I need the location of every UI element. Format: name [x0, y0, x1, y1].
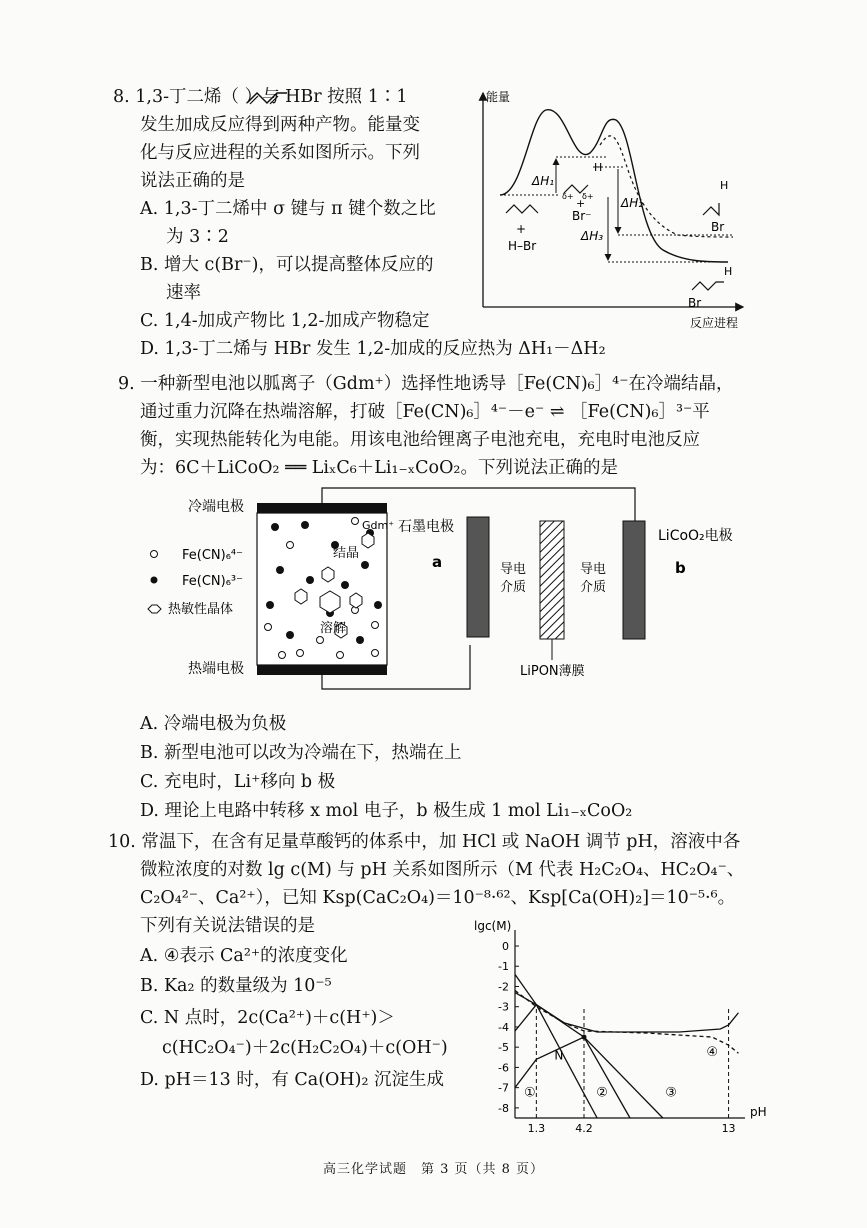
svg-text:ΔH₂: ΔH₂ — [621, 196, 644, 210]
cold-electrode — [257, 503, 387, 513]
q10-line-3: C₂O₄²⁻、Ca²⁺），已知 Ksp(CaC₂O₄)＝10⁻⁸·⁶²、Ksp[Ca(OH)₂]＝10⁻⁵·⁶。 — [140, 888, 736, 908]
butadiene-skeleton-icon — [245, 89, 289, 105]
svg-text:LiPON薄膜: LiPON薄膜 — [520, 664, 585, 679]
svg-text:ΔH₁: ΔH₁ — [532, 174, 555, 188]
q8-option-b: B. 增大 c(Br⁻)，可以提高整体反应的 — [140, 255, 434, 275]
q8-option-a-cont: 为 3∶2 — [166, 227, 229, 247]
q8-line-4: 说法正确的是 — [140, 171, 245, 191]
graphite-electrode — [467, 517, 489, 637]
x-tick-label: 13 — [721, 1122, 736, 1135]
svg-text:+: + — [516, 222, 527, 236]
svg-text:热端电极: 热端电极 — [188, 661, 244, 677]
q10-line-2: 微粒浓度的对数 lg c(M) 与 pH 关系如图所示（M 代表 H₂C₂O₄、HC₂O₄⁻、 — [140, 860, 745, 880]
q10-option-d: D. pH＝13 时，有 Ca(OH)₂ 沉淀生成 — [140, 1070, 445, 1090]
svg-text:介质: 介质 — [580, 580, 607, 595]
svg-text:δ+: δ+ — [582, 192, 594, 201]
svg-text:结晶: 结晶 — [333, 546, 360, 561]
q10-option-b: B. Ka₂ 的数量级为 10⁻⁵ — [140, 976, 332, 996]
svg-text:H–Br: H–Br — [508, 239, 537, 253]
svg-text:介质: 介质 — [500, 580, 527, 595]
q8-line-1: 8. 1,3-丁二烯（ ）与 HBr 按照 1∶1 — [113, 87, 408, 107]
y-tick-label: -6 — [498, 1061, 509, 1075]
q9-option-d: D. 理论上电路中转移 x mol 电子，b 极生成 1 mol Li₁₋ₓCoO₂ — [140, 801, 633, 821]
q8-line-3: 化与反应进程的关系如图所示。下列 — [140, 143, 420, 163]
energy-diagram — [478, 85, 753, 333]
q10-option-c-cont: c(HC₂O₄⁻)＋2c(H₂C₂O₄)＋c(OH⁻) — [162, 1038, 448, 1058]
point-n — [582, 1035, 587, 1040]
q8-line-2: 发生加成反应得到两种产物。能量变 — [140, 115, 420, 135]
y-tick-label: -7 — [498, 1081, 509, 1095]
svg-text:a: a — [432, 553, 443, 571]
svg-text:δ+: δ+ — [562, 192, 574, 201]
series-line-3 — [515, 1037, 663, 1118]
series-line-4 — [515, 991, 738, 1054]
svg-text:+: + — [576, 197, 586, 210]
lgc-ph-chart — [470, 918, 770, 1136]
svg-text:b: b — [675, 559, 686, 577]
energy-x-label: 反应进程 — [690, 316, 739, 330]
x-tick-label: 4.2 — [575, 1122, 593, 1135]
hot-electrode — [257, 665, 387, 675]
svg-text:Gdm⁺: Gdm⁺ — [362, 519, 395, 532]
battery-diagram — [140, 485, 780, 695]
q8-option-a: A. 1,3-丁二烯中 σ 键与 π 键个数之比 — [140, 199, 436, 219]
q9-line-1: 9. 一种新型电池以胍离子（Gdm⁺）选择性地诱导［Fe(CN)₆］⁴⁻在冷端结晶， — [118, 374, 734, 394]
series-label: ③ — [665, 1085, 677, 1101]
q8-option-d: D. 1,3-丁二烯与 HBr 发生 1,2-加成的反应热为 ΔH₁－ΔH₂ — [140, 339, 606, 359]
licoo2-electrode — [623, 521, 645, 639]
legend-fecn3: Fe(CN)₆³⁻ — [182, 574, 243, 589]
y-tick-label: -3 — [498, 1000, 509, 1014]
q9-option-b: B. 新型电池可以改为冷端在下，热端在上 — [140, 743, 462, 763]
q9-line-2: 通过重力沉降在热端溶解，打破［Fe(CN)₆］⁴⁻－e⁻ ⇌ ［Fe(CN)₆］³⁻平 — [140, 402, 710, 422]
y-tick-label: -5 — [498, 1041, 509, 1055]
q8-option-c: C. 1,4-加成产物比 1,2-加成产物稳定 — [140, 311, 430, 331]
q8-option-b-cont: 速率 — [166, 283, 201, 303]
y-tick-label: -8 — [498, 1101, 509, 1115]
svg-text:H: H — [720, 179, 729, 192]
series-label: ④ — [706, 1045, 718, 1061]
svg-text:Br: Br — [711, 220, 725, 234]
svg-text:石墨电极: 石墨电极 — [398, 519, 454, 535]
y-tick-label: -1 — [498, 960, 509, 974]
series-line-2 — [515, 1005, 630, 1118]
legend-crystal: 热敏性晶体 — [168, 602, 234, 617]
q10-option-a: A. ④表示 Ca²⁺的浓度变化 — [140, 946, 348, 966]
svg-text:Br⁻: Br⁻ — [572, 209, 592, 223]
point-n-label: N — [554, 1048, 564, 1063]
legend-fecn4: Fe(CN)₆⁴⁻ — [182, 548, 243, 563]
svg-text:溶解: 溶解 — [320, 621, 347, 636]
q9-line-4: 为：6C＋LiCoO₂ ══ LiₓC₆＋Li₁₋ₓCoO₂。下列说法正确的是 — [140, 458, 618, 478]
y-tick-label: -2 — [498, 980, 509, 994]
svg-text:Br: Br — [688, 296, 702, 310]
q9-line-3: 衡，实现热能转化为电能。用该电池给锂离子电池充电，充电时电池反应 — [140, 430, 700, 450]
q10-option-c: C. N 点时，2c(Ca²⁺)＋c(H⁺)＞ — [140, 1008, 395, 1028]
chart-ylabel: lgc(M) — [474, 919, 512, 933]
svg-text:ΔH₃: ΔH₃ — [581, 229, 604, 243]
x-tick-label: 1.3 — [527, 1122, 546, 1135]
svg-text:导电: 导电 — [500, 562, 527, 577]
chart-xlabel: pH — [750, 1105, 767, 1119]
q9-option-a: A. 冷端电极为负极 — [140, 714, 287, 734]
energy-y-label: 能量 — [486, 90, 511, 104]
series-label: ② — [596, 1085, 608, 1101]
page-footer: 高三化学试题 第 3 页（共 8 页） — [322, 1162, 545, 1177]
q10-line-4: 下列有关说法错误的是 — [140, 916, 315, 936]
svg-text:H: H — [724, 265, 733, 278]
svg-text:冷端电极: 冷端电极 — [188, 499, 244, 515]
series-label: ① — [523, 1085, 536, 1101]
svg-text:导电: 导电 — [580, 562, 607, 577]
q10-line-1: 10. 常温下，在含有足量草酸钙的体系中，加 HCl 或 NaOH 调节 pH，溶液中各 — [108, 832, 741, 852]
y-tick-label: -4 — [498, 1020, 509, 1034]
lipon-membrane — [540, 521, 564, 639]
svg-text:H: H — [594, 161, 603, 174]
y-tick-label: 0 — [502, 940, 509, 953]
q9-option-c: C. 充电时，Li⁺移向 b 极 — [140, 772, 336, 792]
svg-text:LiCoO₂电极: LiCoO₂电极 — [658, 528, 733, 544]
